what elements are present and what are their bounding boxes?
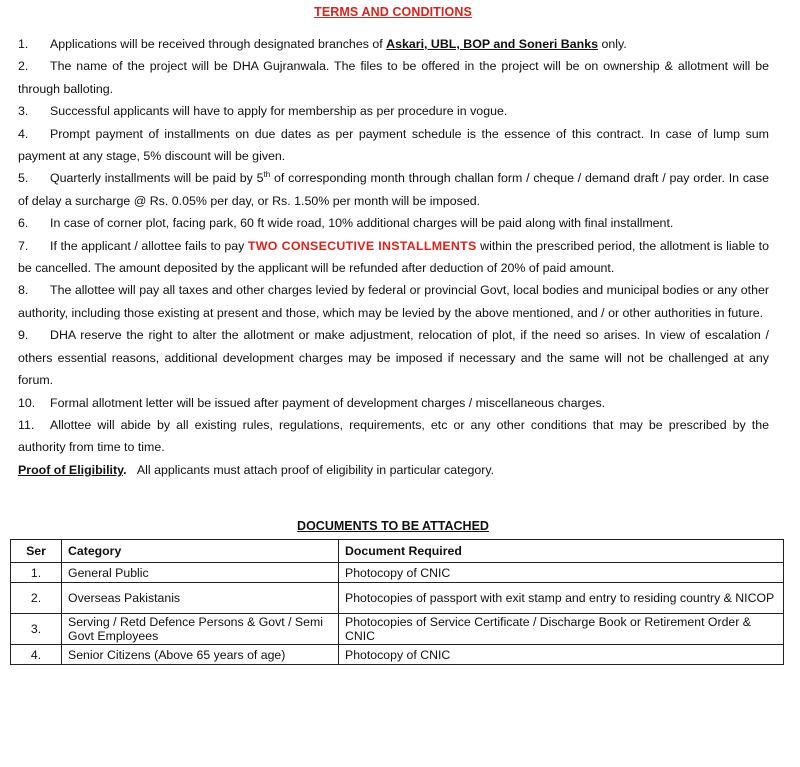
cell-ser: 1. — [11, 563, 62, 583]
documents-table — [10, 539, 784, 665]
table-row — [11, 614, 784, 645]
term-text: Applications will be received through designated branches of — [50, 37, 387, 51]
term-text: In case of corner plot, facing park, 60 ft wide road, 10% additional charges will be paid along with final installment. — [50, 216, 674, 231]
term-item-11 — [18, 414, 769, 459]
term-item-1 — [18, 33, 769, 55]
term-number: 2. — [18, 59, 29, 74]
documents-title: DOCUMENTS TO BE ATTACHED — [297, 519, 489, 533]
table-header-row — [11, 540, 784, 563]
term-text: Allottee will abide by all existing rules, regulations, requirements, etc or any other conditions that may be prescribed by the authority from time to time. — [18, 417, 769, 455]
cell-document: Photocopies of Service Certificate / Discharge Book or Retirement Order & CNIC — [339, 614, 784, 645]
term-number: 4. — [18, 126, 29, 141]
term-number: 8. — [18, 283, 29, 298]
term-item-8 — [18, 279, 769, 324]
proof-text: All applicants must attach proof of eligibility in particular category. — [136, 462, 495, 477]
cell-category: General Public — [62, 563, 339, 583]
installments-warning: TWO CONSECUTIVE INSTALLMENTS — [247, 238, 477, 253]
cell-ser: 4. — [11, 645, 62, 665]
term-number: 3. — [18, 104, 29, 119]
proof-heading: Proof of Eligibility — [18, 462, 124, 477]
term-number: 5. — [18, 171, 29, 186]
proof-of-eligibility — [18, 459, 769, 481]
term-text: of corresponding month through challan form / cheque / demand draft / pay order. In case of delay a surcharge @ Rs. 0.05% per day, or Rs. 1.50% per month will be imposed. — [18, 171, 769, 208]
cell-ser: 2. — [11, 583, 62, 614]
cell-ser: 3. — [11, 614, 62, 645]
term-item-10 — [18, 392, 769, 414]
term-text: The name of the project will be DHA Gujranwala. The files to be offered in the project will be on ownership & allotment will be through balloting. — [18, 59, 769, 96]
term-number: 6. — [18, 216, 29, 231]
term-text: Prompt payment of installments on due dates as per payment schedule is the essence of this contract. In case of lump sum payment at any stage, 5% discount will be given. — [18, 126, 769, 164]
table-row — [11, 563, 784, 583]
term-number: 10. — [18, 395, 36, 410]
term-text: Formal allotment letter will be issued after payment of development charges / miscellaneous charges. — [50, 395, 606, 410]
term-item-2 — [18, 55, 769, 100]
cell-document: Photocopies of passport with exit stamp and entry to residing country & NICOP — [339, 583, 784, 614]
term-item-7 — [18, 235, 769, 280]
term-text: within the prescribed period, the allotment is liable to be cancelled. The amount deposited by the applicant will be refunded after deduction of 20% of paid amount. — [18, 238, 769, 276]
terms-list — [18, 33, 769, 481]
term-item-9 — [18, 324, 769, 391]
page-title: TERMS AND CONDITIONS — [314, 5, 472, 19]
term-number: 11. — [18, 417, 35, 432]
term-item-5 — [18, 167, 769, 212]
proof-dot: . — [123, 462, 127, 477]
cell-document: Photocopy of CNIC — [339, 563, 784, 583]
cell-category: Serving / Retd Defence Persons & Govt / Semi Govt Employees — [62, 614, 339, 645]
cell-category: Senior Citizens (Above 65 years of age) — [62, 645, 339, 665]
cell-document: Photocopy of CNIC — [339, 645, 784, 665]
term-text: If the applicant / allottee fails to pay — [50, 238, 248, 253]
term-number: 7. — [18, 238, 29, 253]
term-item-3 — [18, 100, 769, 122]
term-number: 1. — [18, 37, 29, 51]
term-item-6 — [18, 212, 769, 234]
term-text: Successful applicants will have to apply for membership as per procedure in vogue. — [50, 104, 508, 119]
term-text: DHA reserve the right to alter the allotment or make adjustment, relocation of plot, if the need so arises. In view of escalation / others essential reasons, additional development charges may be imposed if necessary and the same will not be challenged at any forum. — [18, 328, 769, 388]
cell-category: Overseas Pakistanis — [62, 583, 339, 614]
table-row — [11, 583, 784, 614]
term-item-4 — [18, 123, 769, 168]
term-text: only. — [598, 37, 627, 51]
table-row — [11, 645, 784, 665]
superscript-th: th — [263, 170, 271, 180]
header-document: Document Required — [339, 540, 784, 563]
term-number: 9. — [18, 328, 29, 343]
term-text: Quarterly installments will be paid by 5 — [50, 171, 264, 186]
header-ser: Ser — [11, 540, 62, 563]
header-category: Category — [62, 540, 339, 563]
term-text: The allottee will pay all taxes and other charges levied by federal or provincial Govt, local bodies and municipal bodies or any other authority, including those existing at present and those, which may be levied by the above mentioned, and / or other authorities in future. — [18, 283, 769, 320]
bank-names: Askari, UBL, BOP and Soneri Banks — [386, 37, 598, 51]
